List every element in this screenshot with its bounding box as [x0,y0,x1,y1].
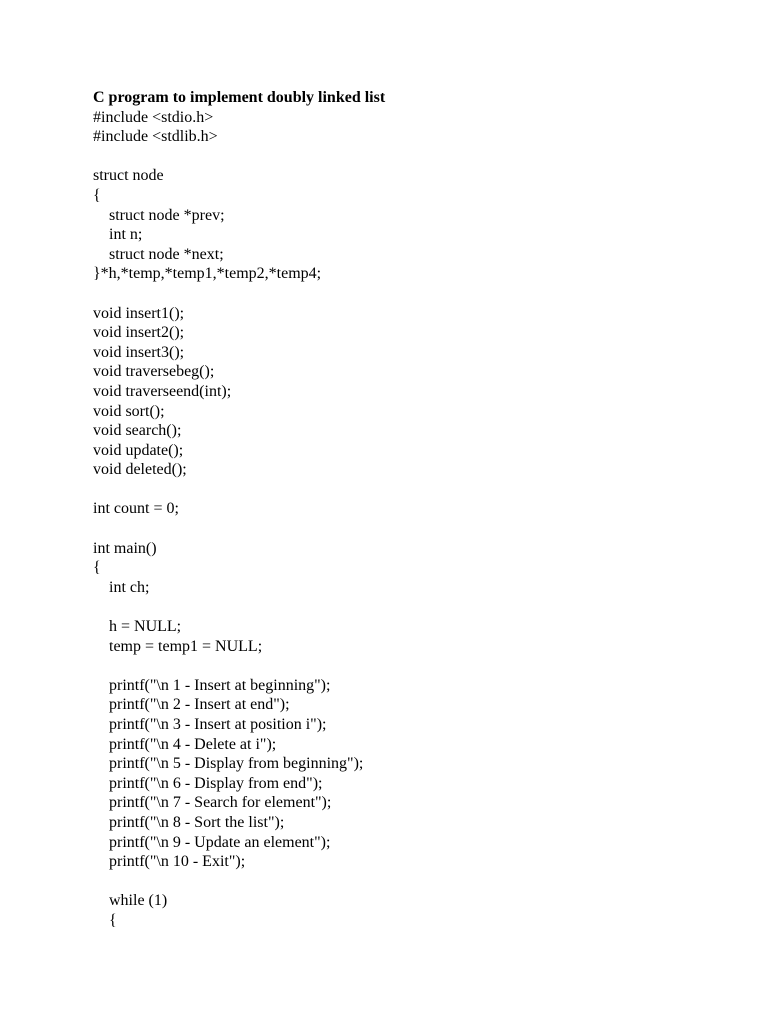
code-line: printf("\n 3 - Insert at position i"); [93,716,327,733]
code-line: printf("\n 5 - Display from beginning"); [93,755,364,773]
code-line [93,284,733,304]
code-line: void traverseend(int); [93,382,232,400]
code-line: #include <stdlib.h> [93,128,218,146]
code-line: printf("\n 7 - Search for element"); [93,794,332,812]
code-line: int count = 0; [93,500,179,518]
code-listing [93,108,733,931]
code-line [93,656,733,676]
code-line [93,480,733,500]
code-line: h = NULL; [93,618,182,636]
code-line: printf("\n 9 - Update an element"); [93,833,331,851]
code-line: void insert2(); [93,324,185,342]
code-line [93,147,733,167]
code-line: int n; [93,226,143,244]
code-line [93,519,733,539]
code-line: while (1) [93,892,168,910]
code-line: int ch; [93,578,150,596]
code-line: void deleted(); [93,461,187,479]
code-line: void insert1(); [93,304,185,322]
code-line: printf("\n 10 - Exit"); [93,853,246,871]
code-line [93,597,733,617]
code-line: printf("\n 4 - Delete at i"); [93,735,277,753]
code-line: void update(); [93,441,184,459]
code-document [93,88,733,931]
code-line [93,872,733,892]
code-line: struct node [93,167,164,185]
code-line: struct node *prev; [93,206,225,224]
code-line: printf("\n 2 - Insert at end"); [93,696,290,714]
code-line: #include <stdio.h> [93,108,214,126]
code-line: printf("\n 6 - Display from end"); [93,774,323,792]
code-line: void search(); [93,422,182,440]
code-line: { [93,186,101,204]
code-line: { [93,559,101,577]
code-line: void insert3(); [93,343,185,361]
code-line: printf("\n 8 - Sort the list"); [93,813,285,831]
code-line: }*h,*temp,*temp1,*temp2,*temp4; [93,265,322,283]
code-line: printf("\n 1 - Insert at beginning"); [93,676,331,694]
document-title: C program to implement doubly linked list [93,89,386,106]
code-line: struct node *next; [93,245,224,263]
code-line: int main() [93,539,157,557]
code-line: void sort(); [93,402,165,420]
code-line: { [93,911,117,929]
code-line: void traversebeg(); [93,363,215,381]
code-line: temp = temp1 = NULL; [93,637,263,655]
